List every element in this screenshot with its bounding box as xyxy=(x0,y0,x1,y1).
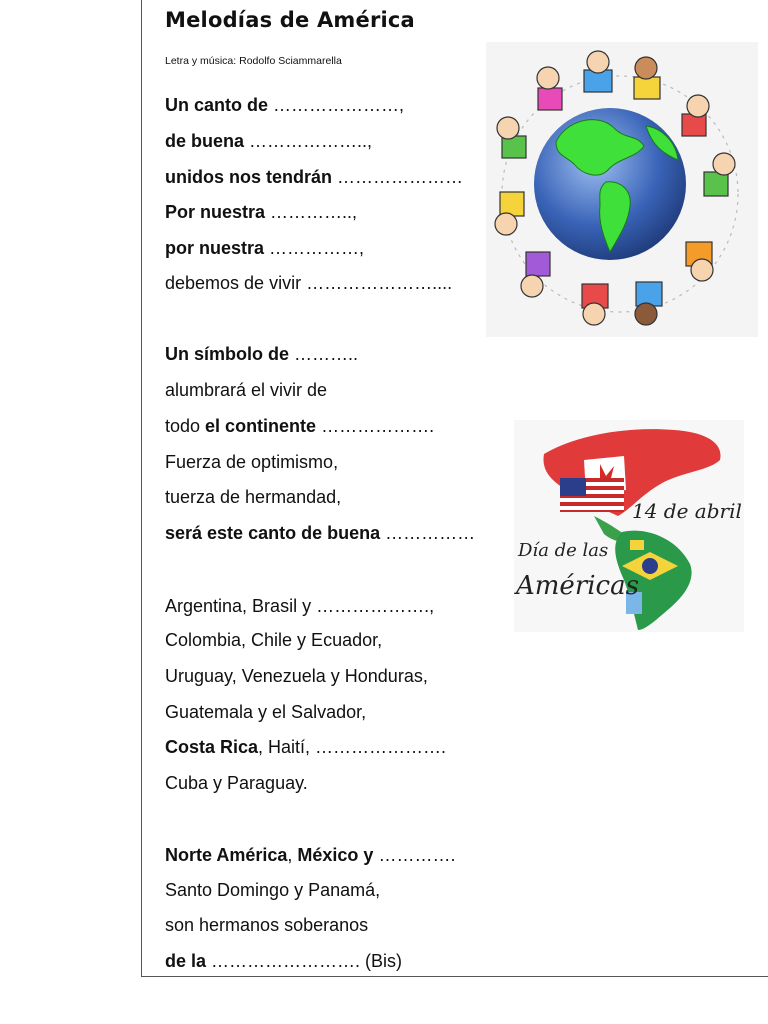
lyric-line: Argentina, Brasil y ………………., xyxy=(165,596,435,616)
lyric-line: unidos nos tendrán ………………… xyxy=(165,167,464,187)
lyric-line: Fuerza de optimismo, xyxy=(165,452,339,472)
lyric-line: por nuestra ……………, xyxy=(165,238,365,258)
lyric-line: tuerza de hermandad, xyxy=(165,487,342,507)
page-border-left xyxy=(141,0,142,976)
lyric-line: será este canto de buena …………… xyxy=(165,523,476,543)
lyric-line: de la ……………………. (Bis) xyxy=(165,951,403,971)
lyric-line: Un símbolo de ……….. xyxy=(165,344,359,364)
lyric-line: todo el continente ………………. xyxy=(165,416,435,436)
caption-line-1: Día de las xyxy=(518,540,609,561)
lyric-line: son hermanos soberanos xyxy=(165,915,369,935)
page-title: Melodías de América xyxy=(165,8,415,32)
lyric-line: Cuba y Paraguay. xyxy=(165,773,308,793)
credits-line: Letra y música: Rodolfo Sciammarella xyxy=(165,55,342,67)
lyric-line: Por nuestra ………….., xyxy=(165,202,358,222)
lyric-line: alumbrará el vivir de xyxy=(165,380,328,400)
globe-with-children-icon xyxy=(486,42,758,337)
americas-flag-map-icon xyxy=(514,420,744,632)
lyric-line: Un canto de …………………, xyxy=(165,95,405,115)
date-caption: 14 de abril xyxy=(632,499,742,523)
lyric-line: debemos de vivir ………………….... xyxy=(165,273,453,293)
lyric-line: Guatemala y el Salvador, xyxy=(165,702,367,722)
lyric-line: Uruguay, Venezuela y Honduras, xyxy=(165,666,428,686)
lyric-line: Norte América, México y …………. xyxy=(165,845,456,865)
caption-line-2: Américas xyxy=(516,571,639,601)
page-border-bottom xyxy=(141,976,768,977)
lyric-line: Santo Domingo y Panamá, xyxy=(165,880,381,900)
lyric-line: Colombia, Chile y Ecuador, xyxy=(165,630,383,650)
lyric-line: Costa Rica, Haití, …………………. xyxy=(165,737,447,757)
lyric-line: de buena ……………….., xyxy=(165,131,373,151)
